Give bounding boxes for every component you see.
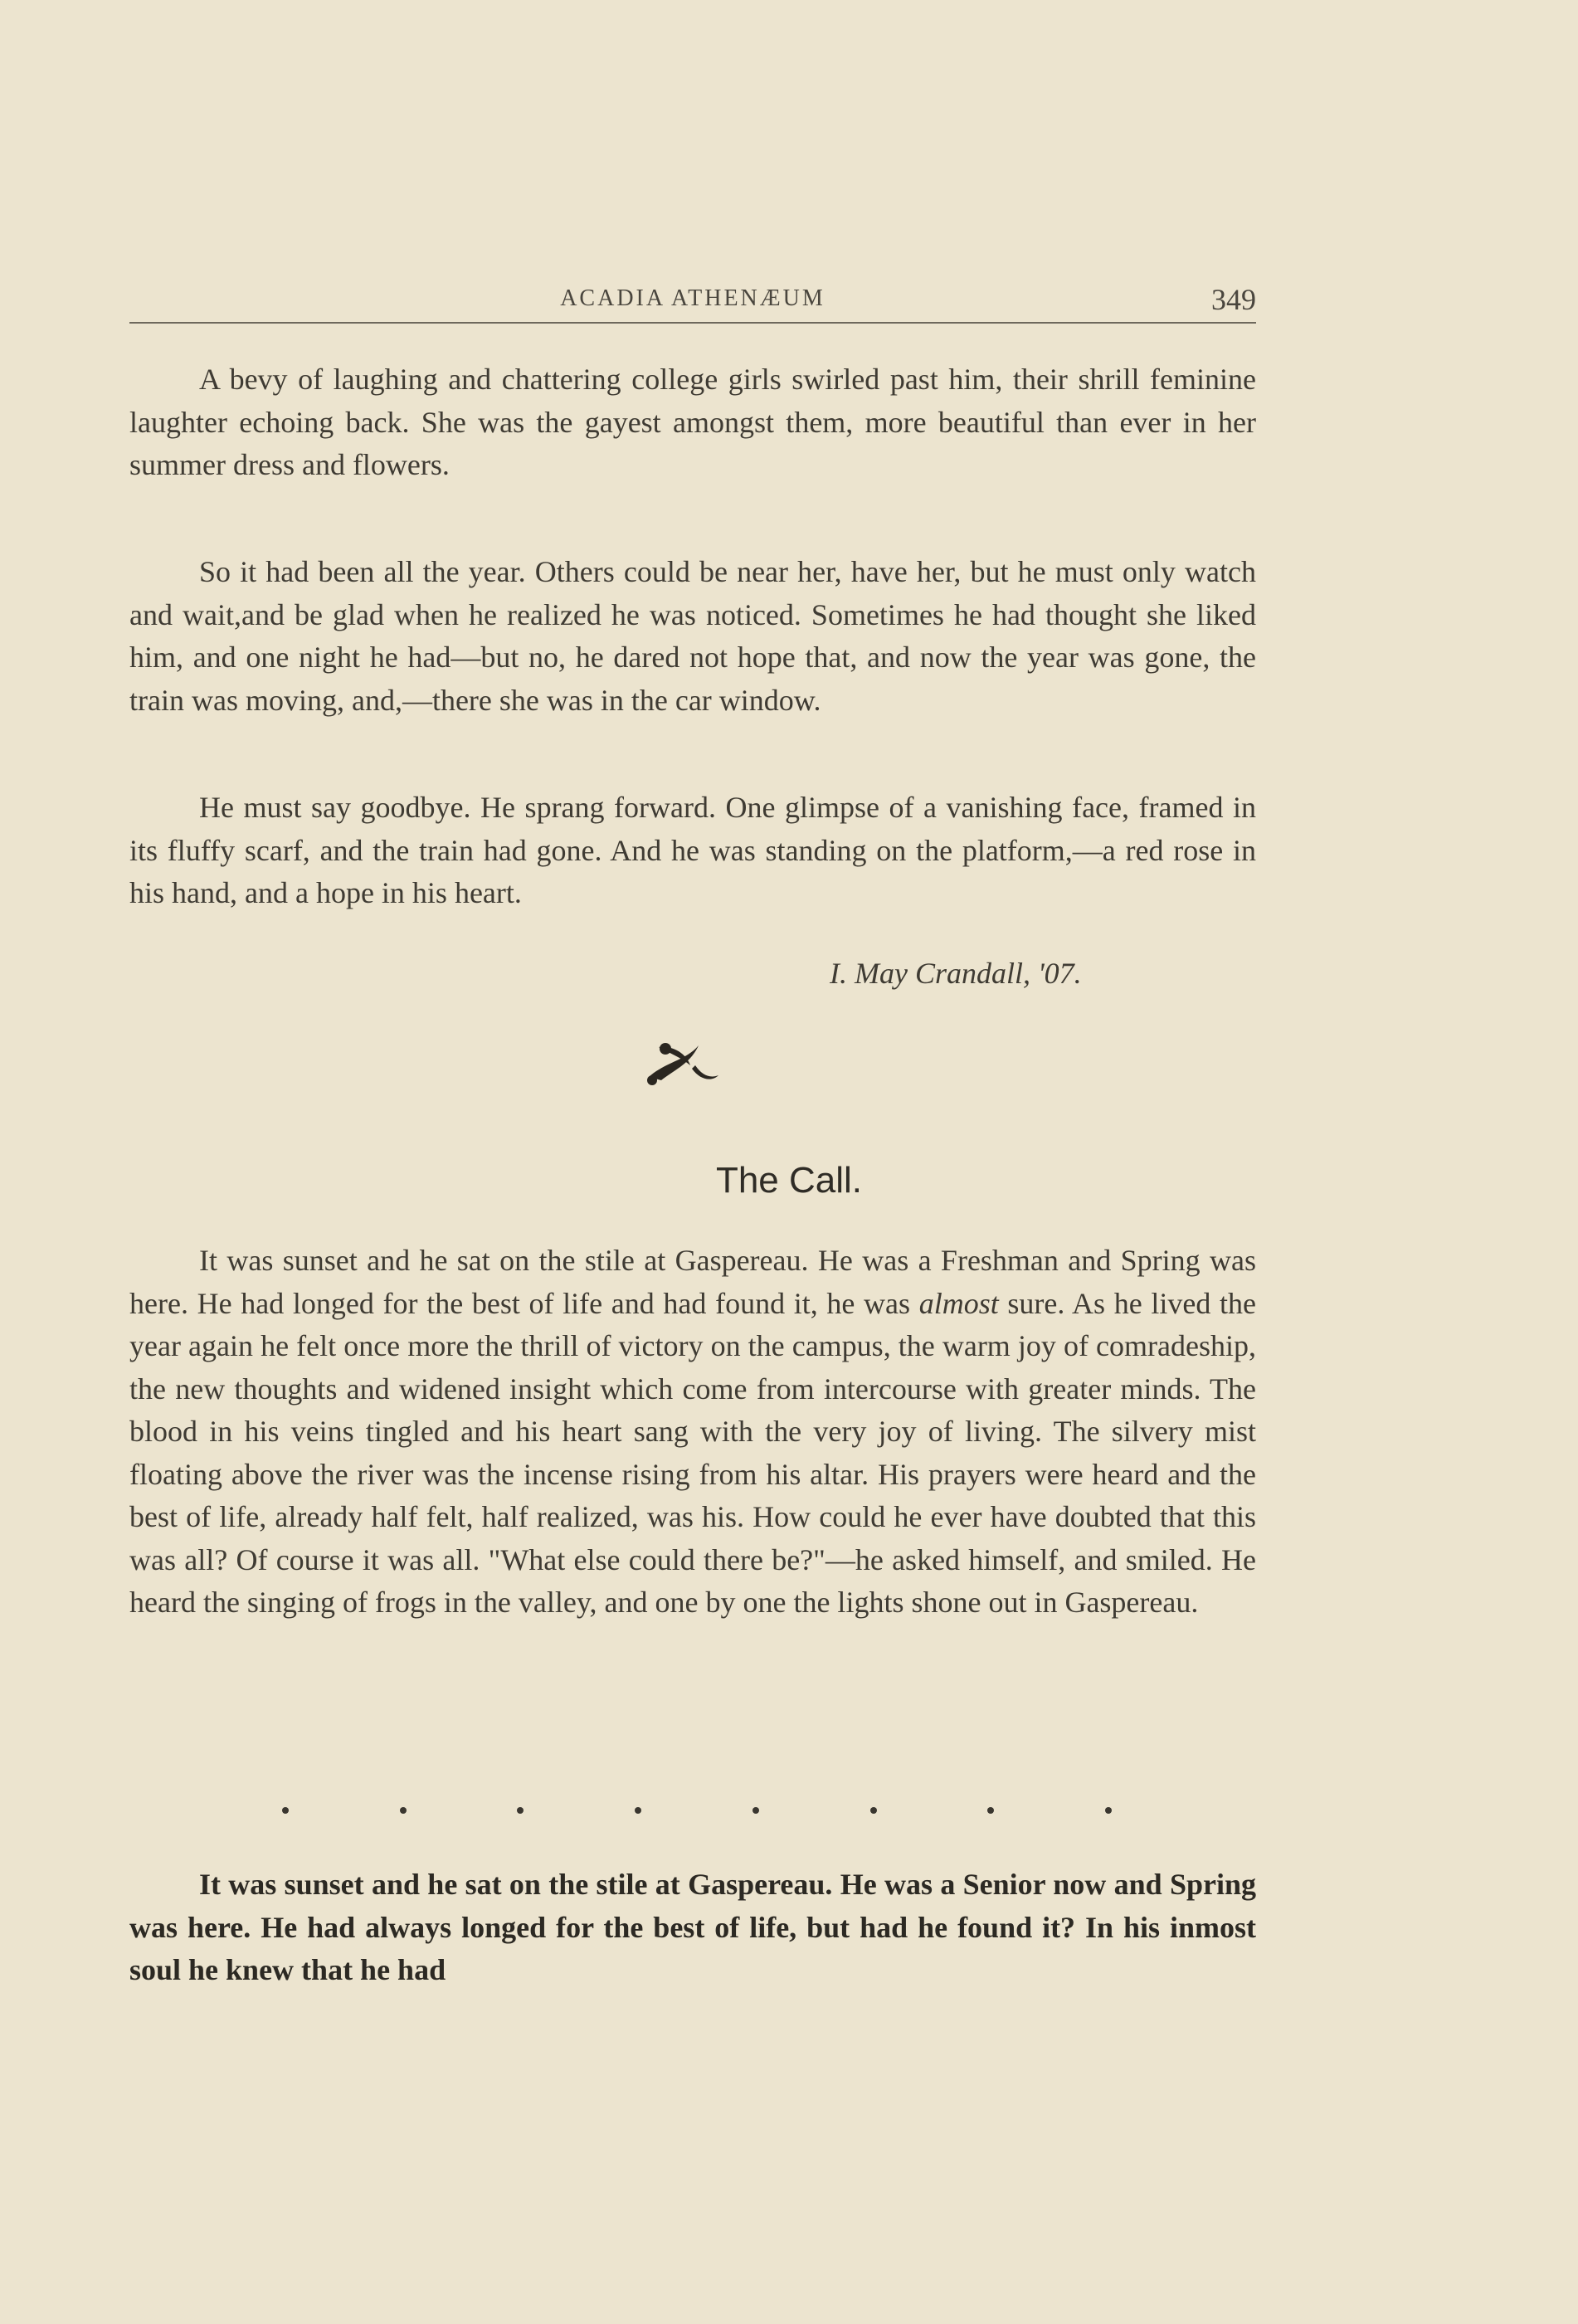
story-two-paragraph-2: It was sunset and he sat on the stile at Gaspereau. He was a Senior now and Spring was here. He had always longed for the best of life, but had he found it? In his inmost soul he knew that he had <box>129 1868 1256 1986</box>
separator-dot <box>282 1807 289 1814</box>
fleuron-ornament-icon <box>640 1029 723 1095</box>
section-title: The Call. <box>715 1160 863 1201</box>
separator-dot <box>870 1807 877 1814</box>
separator-dot <box>752 1807 759 1814</box>
page-number: 349 <box>1211 283 1256 316</box>
page-header <box>129 282 1256 324</box>
emphasized-word: almost <box>918 1286 999 1320</box>
story-one-paragraph-3: He must say goodbye. He sprang forward. One glimpse of a vanishing face, framed in its fluffy scarf, and the train had gone. And he was standing on the platform,—a red rose in his hand, and a hope in his heart. <box>129 791 1256 909</box>
separator-dot <box>987 1807 994 1814</box>
separator-dot <box>1105 1807 1112 1814</box>
story-one-paragraph-2: So it had been all the year. Others could be near her, have her, but he must only watch and wait,and be glad when he realized he was noticed. Sometimes he had thought she liked him, and one night he had—but no, he dared not hope that, and now the year was gone, the train was moving, and,—there she was in the car window. <box>129 555 1256 717</box>
story-two-paragraph-1 <box>129 1240 1256 1625</box>
text-after-emphasis: sure. As he lived the year again he felt once more the thrill of victory on the campus, the warm joy of comradeship, the new thoughts and widened insight which come from intercourse with greater minds. The blood in his veins tingled and his heart sang with the very joy of living. The silvery mist floating above the river was the incense rising from his altar. His prayers were heard and the best of life, already half felt, half realized, was his. How could he ever have doubted that this was all? Of course it was all. "What else could there be?"—he asked himself, and smiled. He heard the singing of frogs in the valley, and one by one the lights shone out in Gaspereau. <box>129 1286 1256 1619</box>
story-one-paragraph-1: A bevy of laughing and chattering college girls swirled past him, their shrill feminine laughter echoing back. She was the gayest amongst them, more beautiful than ever in her summer dress and flowers. <box>129 363 1256 481</box>
separator-dot <box>517 1807 524 1814</box>
separator-dot <box>635 1807 641 1814</box>
author-signature: I. May Crandall, '07. <box>830 957 1082 990</box>
running-title: ACADIA ATHENÆUM <box>560 285 826 311</box>
section-separator-dots <box>282 1807 1112 1824</box>
text-before-emphasis: It was sunset and he sat on the stile at Gaspereau. He was a Freshman and Spring was here. He had longed for the best of life and had found it, he was <box>129 1244 1256 1320</box>
separator-dot <box>400 1807 407 1814</box>
